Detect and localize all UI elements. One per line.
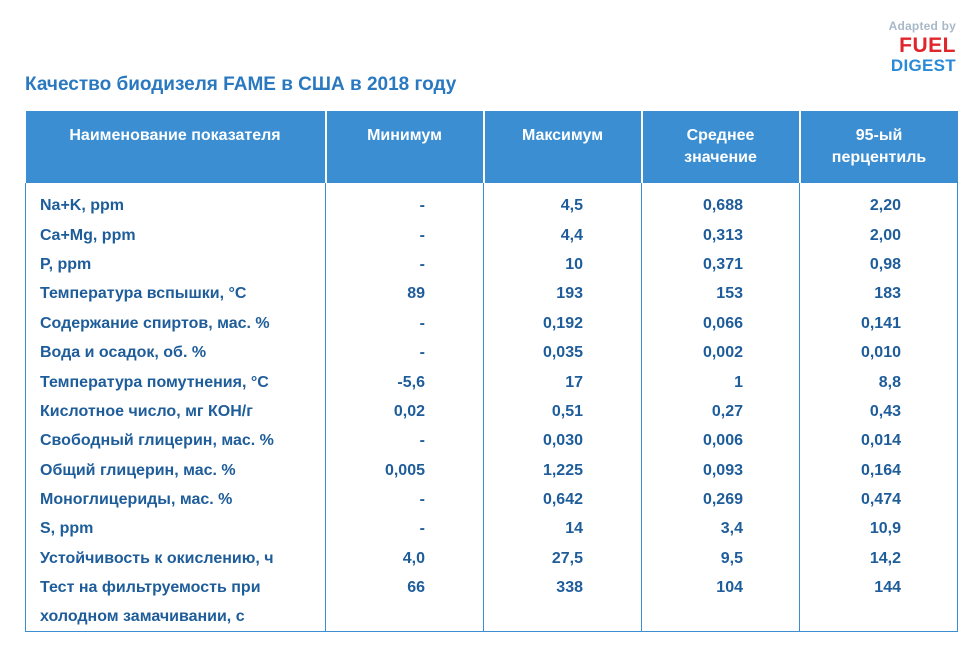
value-cell: 0,51: [484, 397, 642, 426]
table-row: [26, 279, 958, 308]
value-cell: 8,8: [800, 367, 958, 396]
parameter-cell: S, ppm: [26, 514, 326, 543]
value-cell: 0,642: [484, 485, 642, 514]
table-row: [26, 573, 958, 632]
biodiesel-quality-table: [25, 111, 958, 632]
parameter-cell: Вода и осадок, об. %: [26, 338, 326, 367]
value-cell: 1,225: [484, 456, 642, 485]
value-cell: 10,9: [800, 514, 958, 543]
page-title: Качество биодизеля FAME в США в 2018 году: [25, 74, 457, 95]
value-cell: 2,20: [800, 183, 958, 220]
value-cell: 0,02: [326, 397, 484, 426]
value-cell: 0,030: [484, 426, 642, 455]
value-cell: 10: [484, 250, 642, 279]
table-row: [26, 183, 958, 220]
value-cell: 1: [642, 367, 800, 396]
table-row: [26, 367, 958, 396]
parameter-cell: Свободный глицерин, мас. %: [26, 426, 326, 455]
value-cell: 9,5: [642, 544, 800, 573]
logo-adapted-text: Adapted by: [888, 19, 956, 33]
parameter-cell: Na+K, ppm: [26, 183, 326, 220]
value-cell: -: [326, 426, 484, 455]
value-cell: -: [326, 250, 484, 279]
value-cell: -: [326, 183, 484, 220]
table-row: [26, 456, 958, 485]
header-parameter: Наименование показателя: [26, 111, 326, 183]
header-maximum: Максимум: [484, 111, 642, 183]
value-cell: -: [326, 514, 484, 543]
value-cell: 0,98: [800, 250, 958, 279]
value-cell: -: [326, 338, 484, 367]
parameter-cell: Содержание спиртов, мас. %: [26, 309, 326, 338]
value-cell: 89: [326, 279, 484, 308]
value-cell: 3,4: [642, 514, 800, 543]
value-cell: 0,192: [484, 309, 642, 338]
value-cell: 0,002: [642, 338, 800, 367]
header-mean: Среднее значение: [642, 111, 800, 183]
table-row: [26, 544, 958, 573]
value-cell: 27,5: [484, 544, 642, 573]
value-cell: 183: [800, 279, 958, 308]
value-cell: 153: [642, 279, 800, 308]
header-minimum: Минимум: [326, 111, 484, 183]
parameter-cell: Кислотное число, мг КОН/г: [26, 397, 326, 426]
value-cell: 144: [800, 573, 958, 632]
value-cell: -: [326, 220, 484, 249]
value-cell: 0,014: [800, 426, 958, 455]
logo-digest-text: DIGEST: [890, 56, 956, 75]
value-cell: 0,141: [800, 309, 958, 338]
value-cell: 14: [484, 514, 642, 543]
value-cell: 0,27: [642, 397, 800, 426]
value-cell: 0,066: [642, 309, 800, 338]
logo-fuel-text: FUEL: [899, 34, 956, 57]
value-cell: 0,313: [642, 220, 800, 249]
value-cell: 193: [484, 279, 642, 308]
value-cell: 0,035: [484, 338, 642, 367]
value-cell: 17: [484, 367, 642, 396]
value-cell: -: [326, 485, 484, 514]
fuel-digest-logo: [874, 20, 956, 74]
value-cell: 0,010: [800, 338, 958, 367]
parameter-cell: Устойчивость к окислению, ч: [26, 544, 326, 573]
value-cell: 4,5: [484, 183, 642, 220]
value-cell: 66: [326, 573, 484, 632]
value-cell: 0,688: [642, 183, 800, 220]
table-row: [26, 426, 958, 455]
header-row: [26, 111, 958, 183]
parameter-cell: Температура вспышки, °C: [26, 279, 326, 308]
table-row: [26, 309, 958, 338]
value-cell: 338: [484, 573, 642, 632]
parameter-cell: Тест на фильтруемость при холодном замачивании, с: [26, 573, 326, 632]
parameter-cell: Общий глицерин, мас. %: [26, 456, 326, 485]
parameter-cell: P, ppm: [26, 250, 326, 279]
value-cell: 0,43: [800, 397, 958, 426]
table-row: [26, 397, 958, 426]
table-row: [26, 338, 958, 367]
value-cell: 0,371: [642, 250, 800, 279]
value-cell: 0,093: [642, 456, 800, 485]
value-cell: 0,269: [642, 485, 800, 514]
value-cell: 4,0: [326, 544, 484, 573]
table-row: [26, 514, 958, 543]
table-row: [26, 220, 958, 249]
parameter-cell: Ca+Mg, ppm: [26, 220, 326, 249]
value-cell: 2,00: [800, 220, 958, 249]
value-cell: -5,6: [326, 367, 484, 396]
value-cell: 14,2: [800, 544, 958, 573]
table-row: [26, 485, 958, 514]
value-cell: 0,006: [642, 426, 800, 455]
parameter-cell: Моноглицериды, мас. %: [26, 485, 326, 514]
value-cell: -: [326, 309, 484, 338]
value-cell: 0,164: [800, 456, 958, 485]
value-cell: 4,4: [484, 220, 642, 249]
parameter-cell: Температура помутнения, °C: [26, 367, 326, 396]
value-cell: 104: [642, 573, 800, 632]
table-row: [26, 250, 958, 279]
value-cell: 0,005: [326, 456, 484, 485]
value-cell: 0,474: [800, 485, 958, 514]
header-95th-percentile: 95-ый перцентиль: [800, 111, 958, 183]
